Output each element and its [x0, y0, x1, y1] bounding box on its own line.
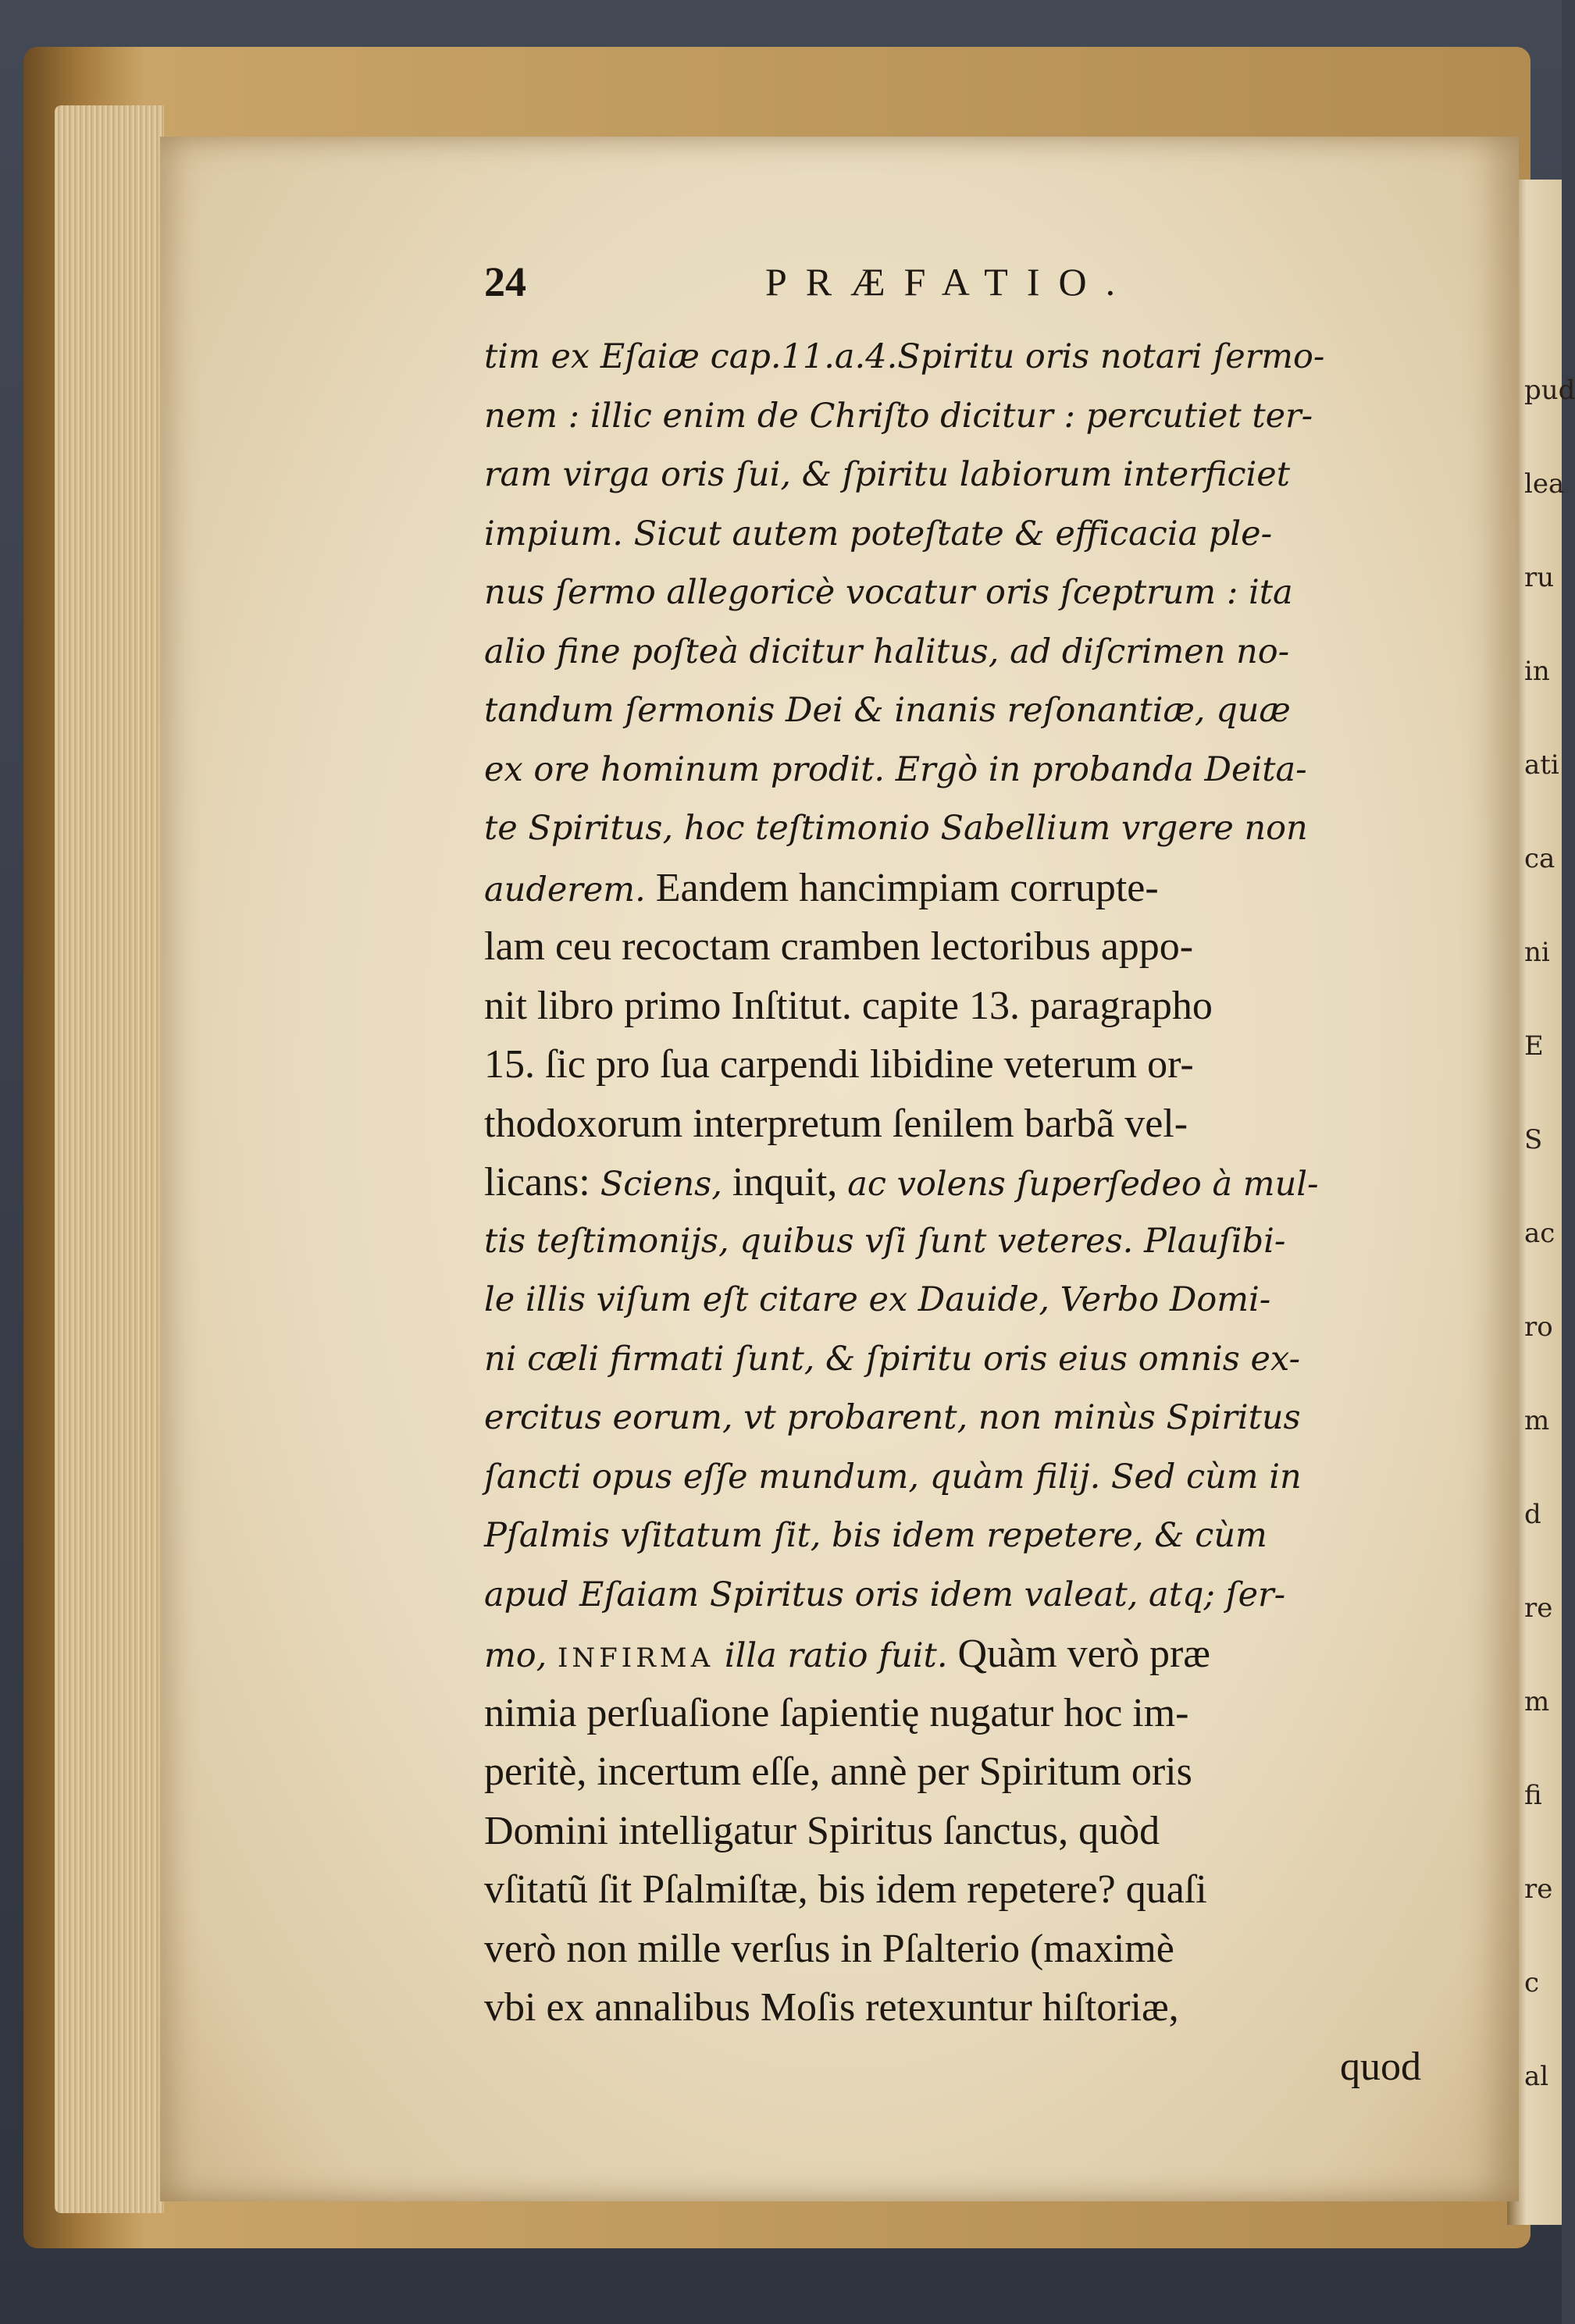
- text-line: vbi ex annalibus Moſis retexuntur hiſtoriæ,: [484, 1985, 1179, 2030]
- text-line: tandum ſermonis Dei & inanis reſonantiæ, quæ: [484, 691, 1291, 730]
- text-line: Pſalmis vſitatum ſit, bis idem repetere, & cùm: [484, 1516, 1267, 1555]
- text-line: ni cæli firmati ſunt, & ſpiritu oris eius omnis ex-: [484, 1339, 1301, 1379]
- facing-page-fragment: al: [1524, 2061, 1549, 2092]
- text-line: alio fine poſteà dicitur halitus, ad diſcrimen no-: [484, 632, 1290, 671]
- text-span: inquit,: [722, 1160, 848, 1205]
- facing-page-fragment: S: [1524, 1124, 1543, 1155]
- text-line: 15. ſic pro ſua carpendi libidine veterum or-: [484, 1042, 1194, 1087]
- text-line: verò non mille verſus in Pſalterio (maximè: [484, 1926, 1174, 1971]
- facing-page-fragment: re: [1524, 1874, 1553, 1905]
- facing-page-fragment: ro: [1524, 1311, 1553, 1343]
- facing-page-fragment: re: [1524, 1593, 1553, 1624]
- text-line: thodoxorum interpretum ſenilem barbã vel-: [484, 1101, 1188, 1146]
- text-line: nus ſermo allegoricè vocatur oris ſceptrum : ita: [484, 573, 1293, 612]
- text-line: te Spiritus, hoc teſtimonio Sabellium vrgere non: [484, 809, 1308, 848]
- facing-page-fragment: ati: [1524, 749, 1559, 781]
- text-line: [484, 859, 1421, 918]
- text-line: nit libro primo Inſtitut. capite 13. paragrapho: [484, 983, 1213, 1028]
- text-line: vſitatũ ſit Pſalmiſtæ, bis idem repetere? quaſi: [484, 1867, 1207, 1912]
- catchword: quod: [1340, 2044, 1421, 2089]
- text-span-smallcaps: INFIRMA: [558, 1642, 714, 1674]
- facing-page-fragment: ni: [1524, 937, 1550, 968]
- text-line: apud Eſaiam Spiritus oris idem valeat, atq; ſer-: [484, 1575, 1286, 1614]
- text-line: impium. Sicut autem poteſtate & efficacia ple-: [484, 514, 1273, 553]
- text-span: mo,: [484, 1636, 558, 1675]
- text-span: Eandem hancimpiam corrupte-: [645, 865, 1159, 910]
- facing-page-fragment: m: [1524, 1686, 1550, 1717]
- text-line: Domini intelligatur Spiritus ſanctus, quòd: [484, 1808, 1160, 1853]
- facing-page-fragment: ca: [1524, 843, 1555, 874]
- text-line: peritè, incertum eſſe, annè per Spiritum oris: [484, 1749, 1192, 1794]
- text-span: ac volens ſuperſedeo à mul-: [847, 1165, 1319, 1204]
- text-line: [484, 1625, 1421, 1684]
- text-line: ex ore hominum prodit. Ergò in probanda Deita-: [484, 749, 1307, 789]
- text-line: ercitus eorum, vt probarent, non minùs Spiritus: [484, 1398, 1301, 1437]
- facing-page-fragment: pud: [1524, 375, 1575, 406]
- text-span: Sciens,: [600, 1165, 722, 1204]
- page-text: [484, 258, 1421, 2096]
- facing-page-fragment: d: [1524, 1499, 1541, 1530]
- page-number: 24: [484, 258, 526, 305]
- text-line: nem : illic enim de Chriſto dicitur : percutiet ter-: [484, 396, 1313, 436]
- text-line: nimia perſuaſione ſapientię nugatur hoc im-: [484, 1690, 1189, 1735]
- page-edges: [55, 105, 164, 2213]
- text-line: tis teſtimonijs, quibus vſi ſunt veteres. Plauſibi-: [484, 1221, 1286, 1261]
- text-line: ſancti opus eſſe mundum, quàm filij. Sed cùm in: [484, 1457, 1302, 1497]
- facing-page-fragment: fi: [1524, 1780, 1542, 1811]
- running-head: [484, 258, 1421, 328]
- facing-page-fragment: E: [1524, 1030, 1544, 1062]
- text-span: illa ratio fuit.: [714, 1636, 948, 1675]
- text-line: lam ceu recoctam cramben lectoribus appo-: [484, 924, 1194, 969]
- facing-page-fragment: m: [1524, 1405, 1550, 1436]
- text-line: tim ex Eſaiæ cap.11.a.4.Spiritu oris notari ſermo-: [484, 337, 1325, 376]
- facing-page-fragment: c: [1524, 1967, 1540, 1998]
- text-line: ram virga oris ſui, & ſpiritu labiorum interficiet: [484, 455, 1290, 494]
- facing-page-fragment: lea: [1524, 468, 1565, 500]
- text-span: Quàm verò præ: [947, 1632, 1210, 1676]
- facing-page-fragment: ac: [1524, 1218, 1555, 1249]
- text-span: licans:: [484, 1160, 600, 1205]
- text-line: [484, 1153, 1421, 1212]
- text-line: le illis viſum eſt citare ex Dauide, Verbo Domi-: [484, 1280, 1271, 1319]
- facing-page-fragment: in: [1524, 656, 1550, 687]
- facing-page-fragment: ru: [1524, 562, 1555, 593]
- page-title: PRÆFATIO.: [765, 260, 1135, 304]
- text-span: auderem.: [484, 870, 646, 909]
